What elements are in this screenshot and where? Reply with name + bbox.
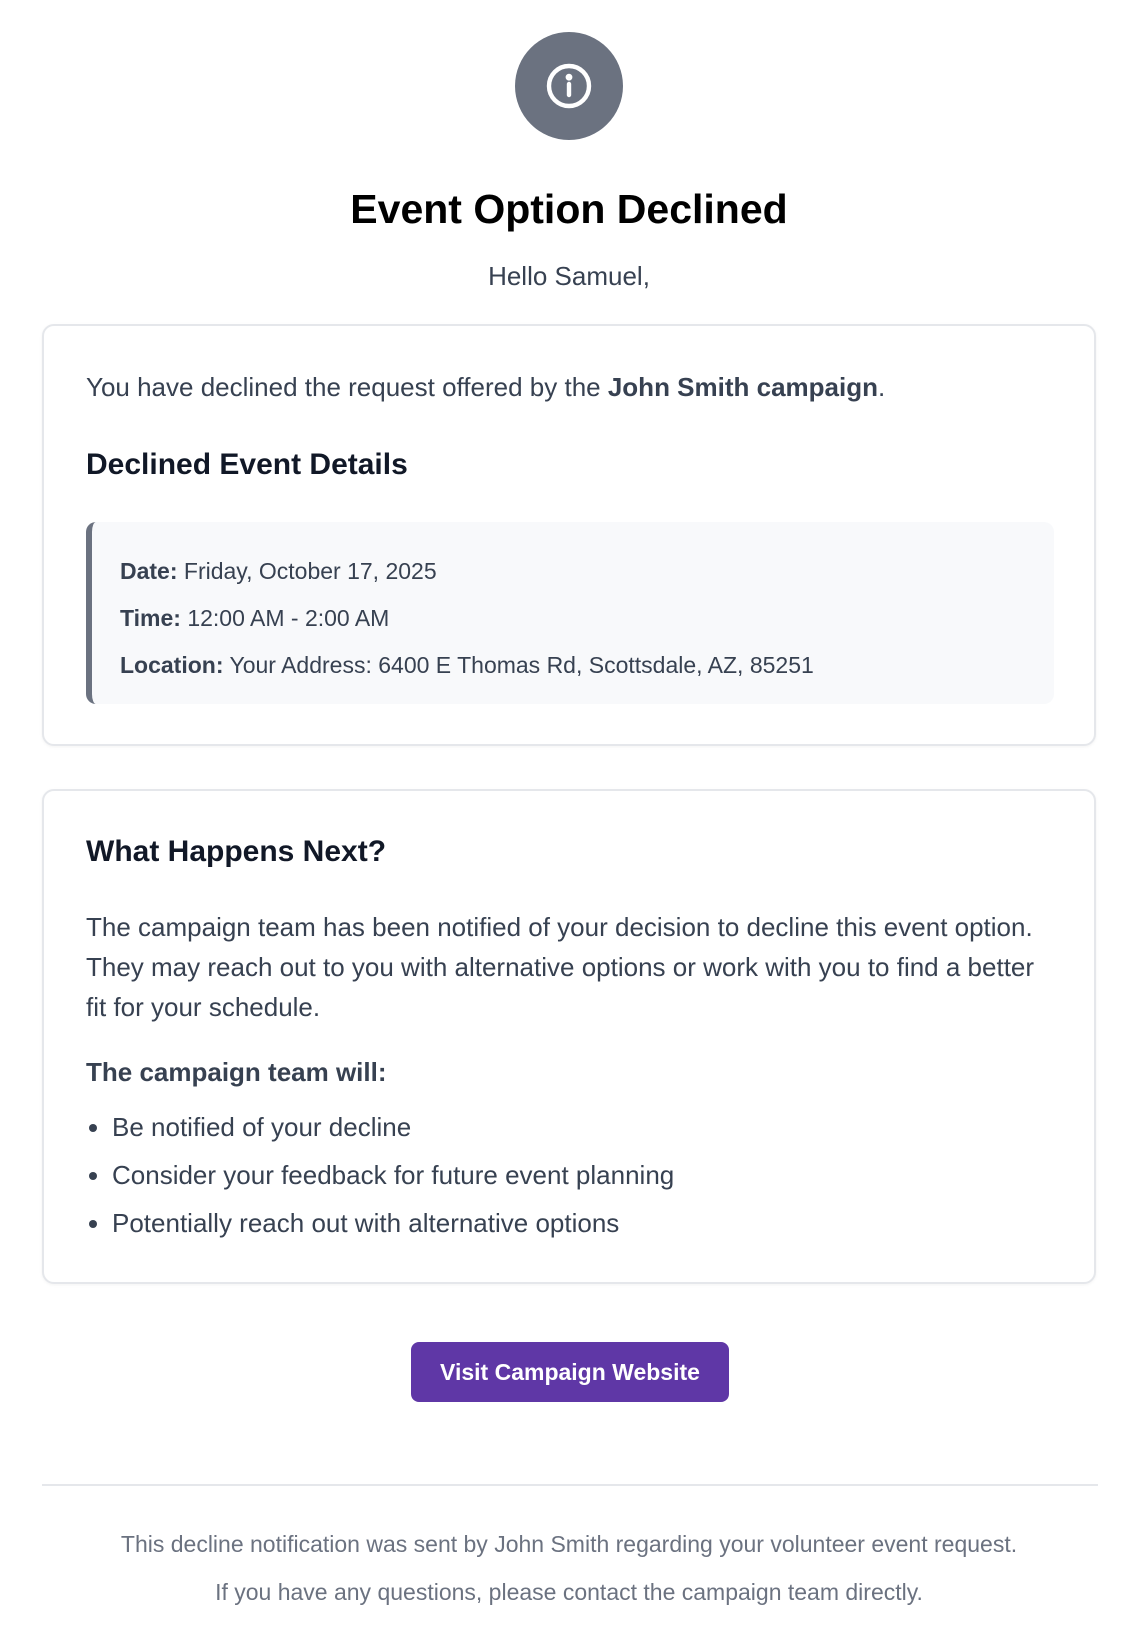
detail-value: 12:00 AM - 2:00 AM xyxy=(187,605,390,631)
visit-campaign-website-button[interactable]: Visit Campaign Website xyxy=(411,1342,729,1402)
page-title: Event Option Declined xyxy=(350,186,788,232)
declined-summary-card xyxy=(42,324,1096,746)
decline-message-suffix: . xyxy=(878,372,886,402)
list-title: The campaign team will: xyxy=(86,1057,387,1087)
footer-line-1: This decline notification was sent by John Smith regarding your volunteer event request. xyxy=(120,1531,1018,1557)
greeting: Hello Samuel, xyxy=(488,261,650,291)
next-steps-heading: What Happens Next? xyxy=(86,835,387,868)
detail-location xyxy=(120,642,1054,689)
detail-date xyxy=(120,548,1054,595)
details-heading: Declined Event Details xyxy=(86,448,408,481)
detail-value: Your Address: 6400 E Thomas Rd, Scottsdale, AZ, 85251 xyxy=(229,652,814,678)
campaign-name: John Smith campaign xyxy=(607,372,878,402)
info-icon xyxy=(515,32,623,140)
decline-message xyxy=(86,372,885,403)
next-steps-list xyxy=(86,1103,674,1247)
footer-line-2: If you have any questions, please contact the campaign team directly. xyxy=(215,1579,923,1605)
event-details-box xyxy=(86,522,1054,704)
list-item: • Consider your feedback for future event planning xyxy=(112,1151,674,1199)
detail-label: Time: xyxy=(120,605,181,631)
footer-divider xyxy=(42,1484,1098,1486)
list-item: • Potentially reach out with alternative options xyxy=(112,1199,674,1247)
decline-message-text: You have declined the request offered by the xyxy=(86,372,608,402)
list-item: • Be notified of your decline xyxy=(112,1103,674,1151)
detail-label: Date: xyxy=(120,558,178,584)
next-steps-paragraph: The campaign team has been notified of your decision to decline this event option. They may reach out to you with alternative options or work with you to find a better fit for your schedule. xyxy=(86,912,1035,1022)
detail-time xyxy=(120,595,1054,642)
detail-label: Location: xyxy=(120,652,224,678)
detail-value: Friday, October 17, 2025 xyxy=(183,558,437,584)
next-steps-card xyxy=(42,789,1096,1284)
